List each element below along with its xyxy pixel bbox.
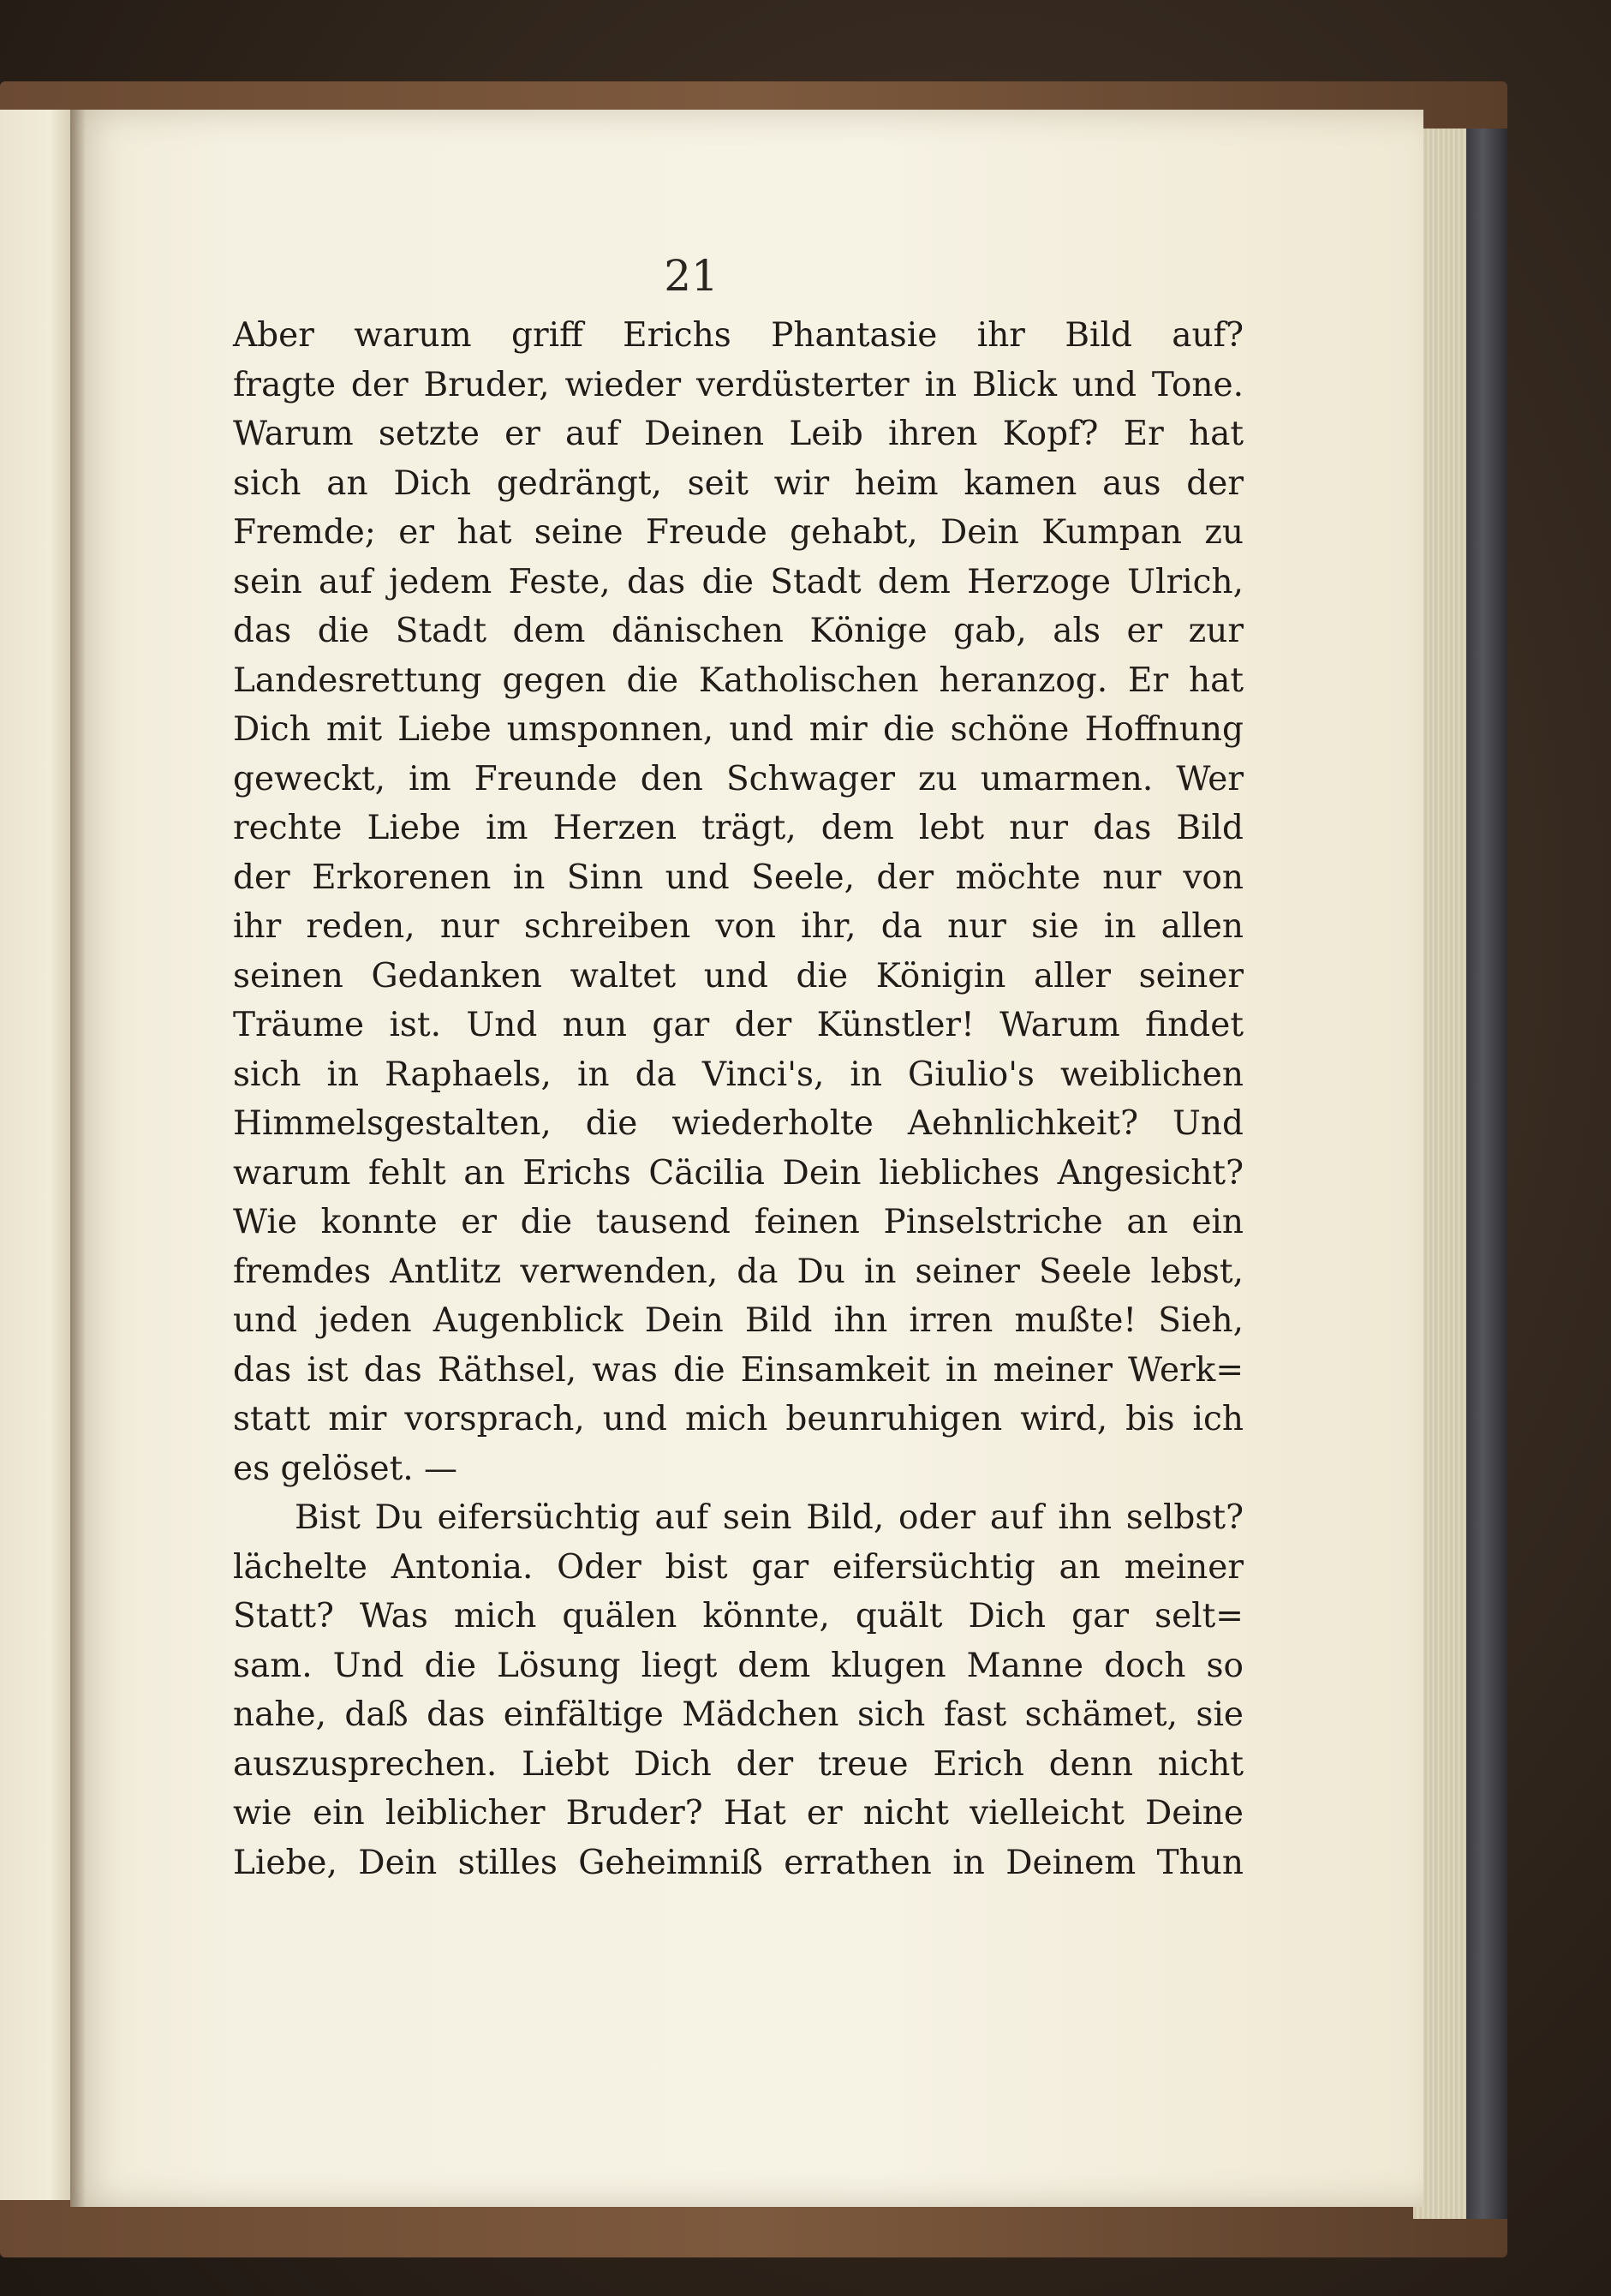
text-line: sam. Und die Lösung liegt dem klugen Manne doch so (233, 1646, 1244, 1685)
text-line: warum fehlt an Erichs Cäcilia Dein liebliches Angesicht? (233, 1153, 1244, 1193)
text-line: sich in Raphaels, in da Vinci's, in Giulio's weiblichen (233, 1055, 1244, 1094)
text-line: sein auf jedem Feste, das die Stadt dem Herzoge Ulrich, (233, 562, 1244, 601)
text-line: Bist Du eifersüchtig auf sein Bild, oder auf ihn selbst? (295, 1498, 1244, 1537)
text-line: fragte der Bruder, wieder verdüsterter in Blick und Tone. (233, 365, 1244, 404)
text-line: seinen Gedanken waltet und die Königin aller seiner (233, 956, 1244, 996)
text-line: nahe, daß das einfältige Mädchen sich fast schämet, sie (233, 1695, 1244, 1734)
text-line: fremdes Antlitz verwenden, da Du in seiner Seele lebst, (233, 1252, 1244, 1291)
text-line: Wie konnte er die tausend feinen Pinselstriche an ein (233, 1203, 1244, 1241)
text-line: wie ein leiblicher Bruder? Hat er nicht vielleicht Deine (233, 1794, 1244, 1833)
text-line: Statt? Was mich quälen könnte, quält Dich gar selt= (233, 1597, 1244, 1635)
text-line: ihr reden, nur schreiben von ihr, da nur sie in allen (233, 907, 1244, 946)
text-line: und jeden Augenblick Dein Bild ihn irren mußte! Sieh, (233, 1301, 1244, 1340)
text-line: Himmelsgestalten, die wiederholte Aehnlichkeit? Und (233, 1104, 1244, 1143)
text-line: der Erkorenen in Sinn und Seele, der möchte nur von (233, 858, 1244, 897)
text-line: Warum setzte er auf Deinen Leib ihren Kopf? Er hat (233, 415, 1244, 453)
page-gutter (70, 110, 86, 2207)
text-line: auszusprechen. Liebt Dich der treue Erich denn nicht (233, 1744, 1244, 1784)
page-text (233, 311, 1244, 1887)
text-line: Liebe, Dein stilles Geheimniß errathen in Deinem Thun (233, 1843, 1244, 1882)
text-line: lächelte Antonia. Oder bist gar eifersüchtig an meiner (233, 1547, 1244, 1587)
page-number: 21 (664, 251, 719, 301)
text-line: Fremde; er hat seine Freude gehabt, Dein Kumpan zu (233, 513, 1244, 552)
text-line: geweckt, im Freunde den Schwager zu umarmen. Wer (233, 759, 1244, 798)
text-line: Träume ist. Und nun gar der Künstler! Warum findet (233, 1006, 1244, 1044)
book-page (70, 110, 1423, 2207)
text-line: sich an Dich gedrängt, seit wir heim kamen aus der (233, 463, 1244, 503)
text-line: Aber warum griff Erichs Phantasie ihr Bild auf? (233, 316, 1244, 355)
text-line: das die Stadt dem dänischen Könige gab, als er zur (233, 612, 1244, 650)
text-line: Dich mit Liebe umsponnen, und mir die schöne Hoffnung (233, 710, 1244, 749)
text-line: rechte Liebe im Herzen trägt, dem lebt nur das Bild (233, 809, 1244, 847)
text-line: das ist das Räthsel, was die Einsamkeit in meiner Werk= (233, 1350, 1244, 1390)
book-spine (1466, 129, 1507, 2219)
facing-page-edge (0, 110, 70, 2200)
text-line: Landesrettung gegen die Katholischen heranzog. Er hat (233, 661, 1244, 700)
text-line: statt mir vorsprach, und mich beunruhigen wird, bis ich (233, 1400, 1244, 1438)
text-line: es gelöset. — (233, 1449, 458, 1488)
